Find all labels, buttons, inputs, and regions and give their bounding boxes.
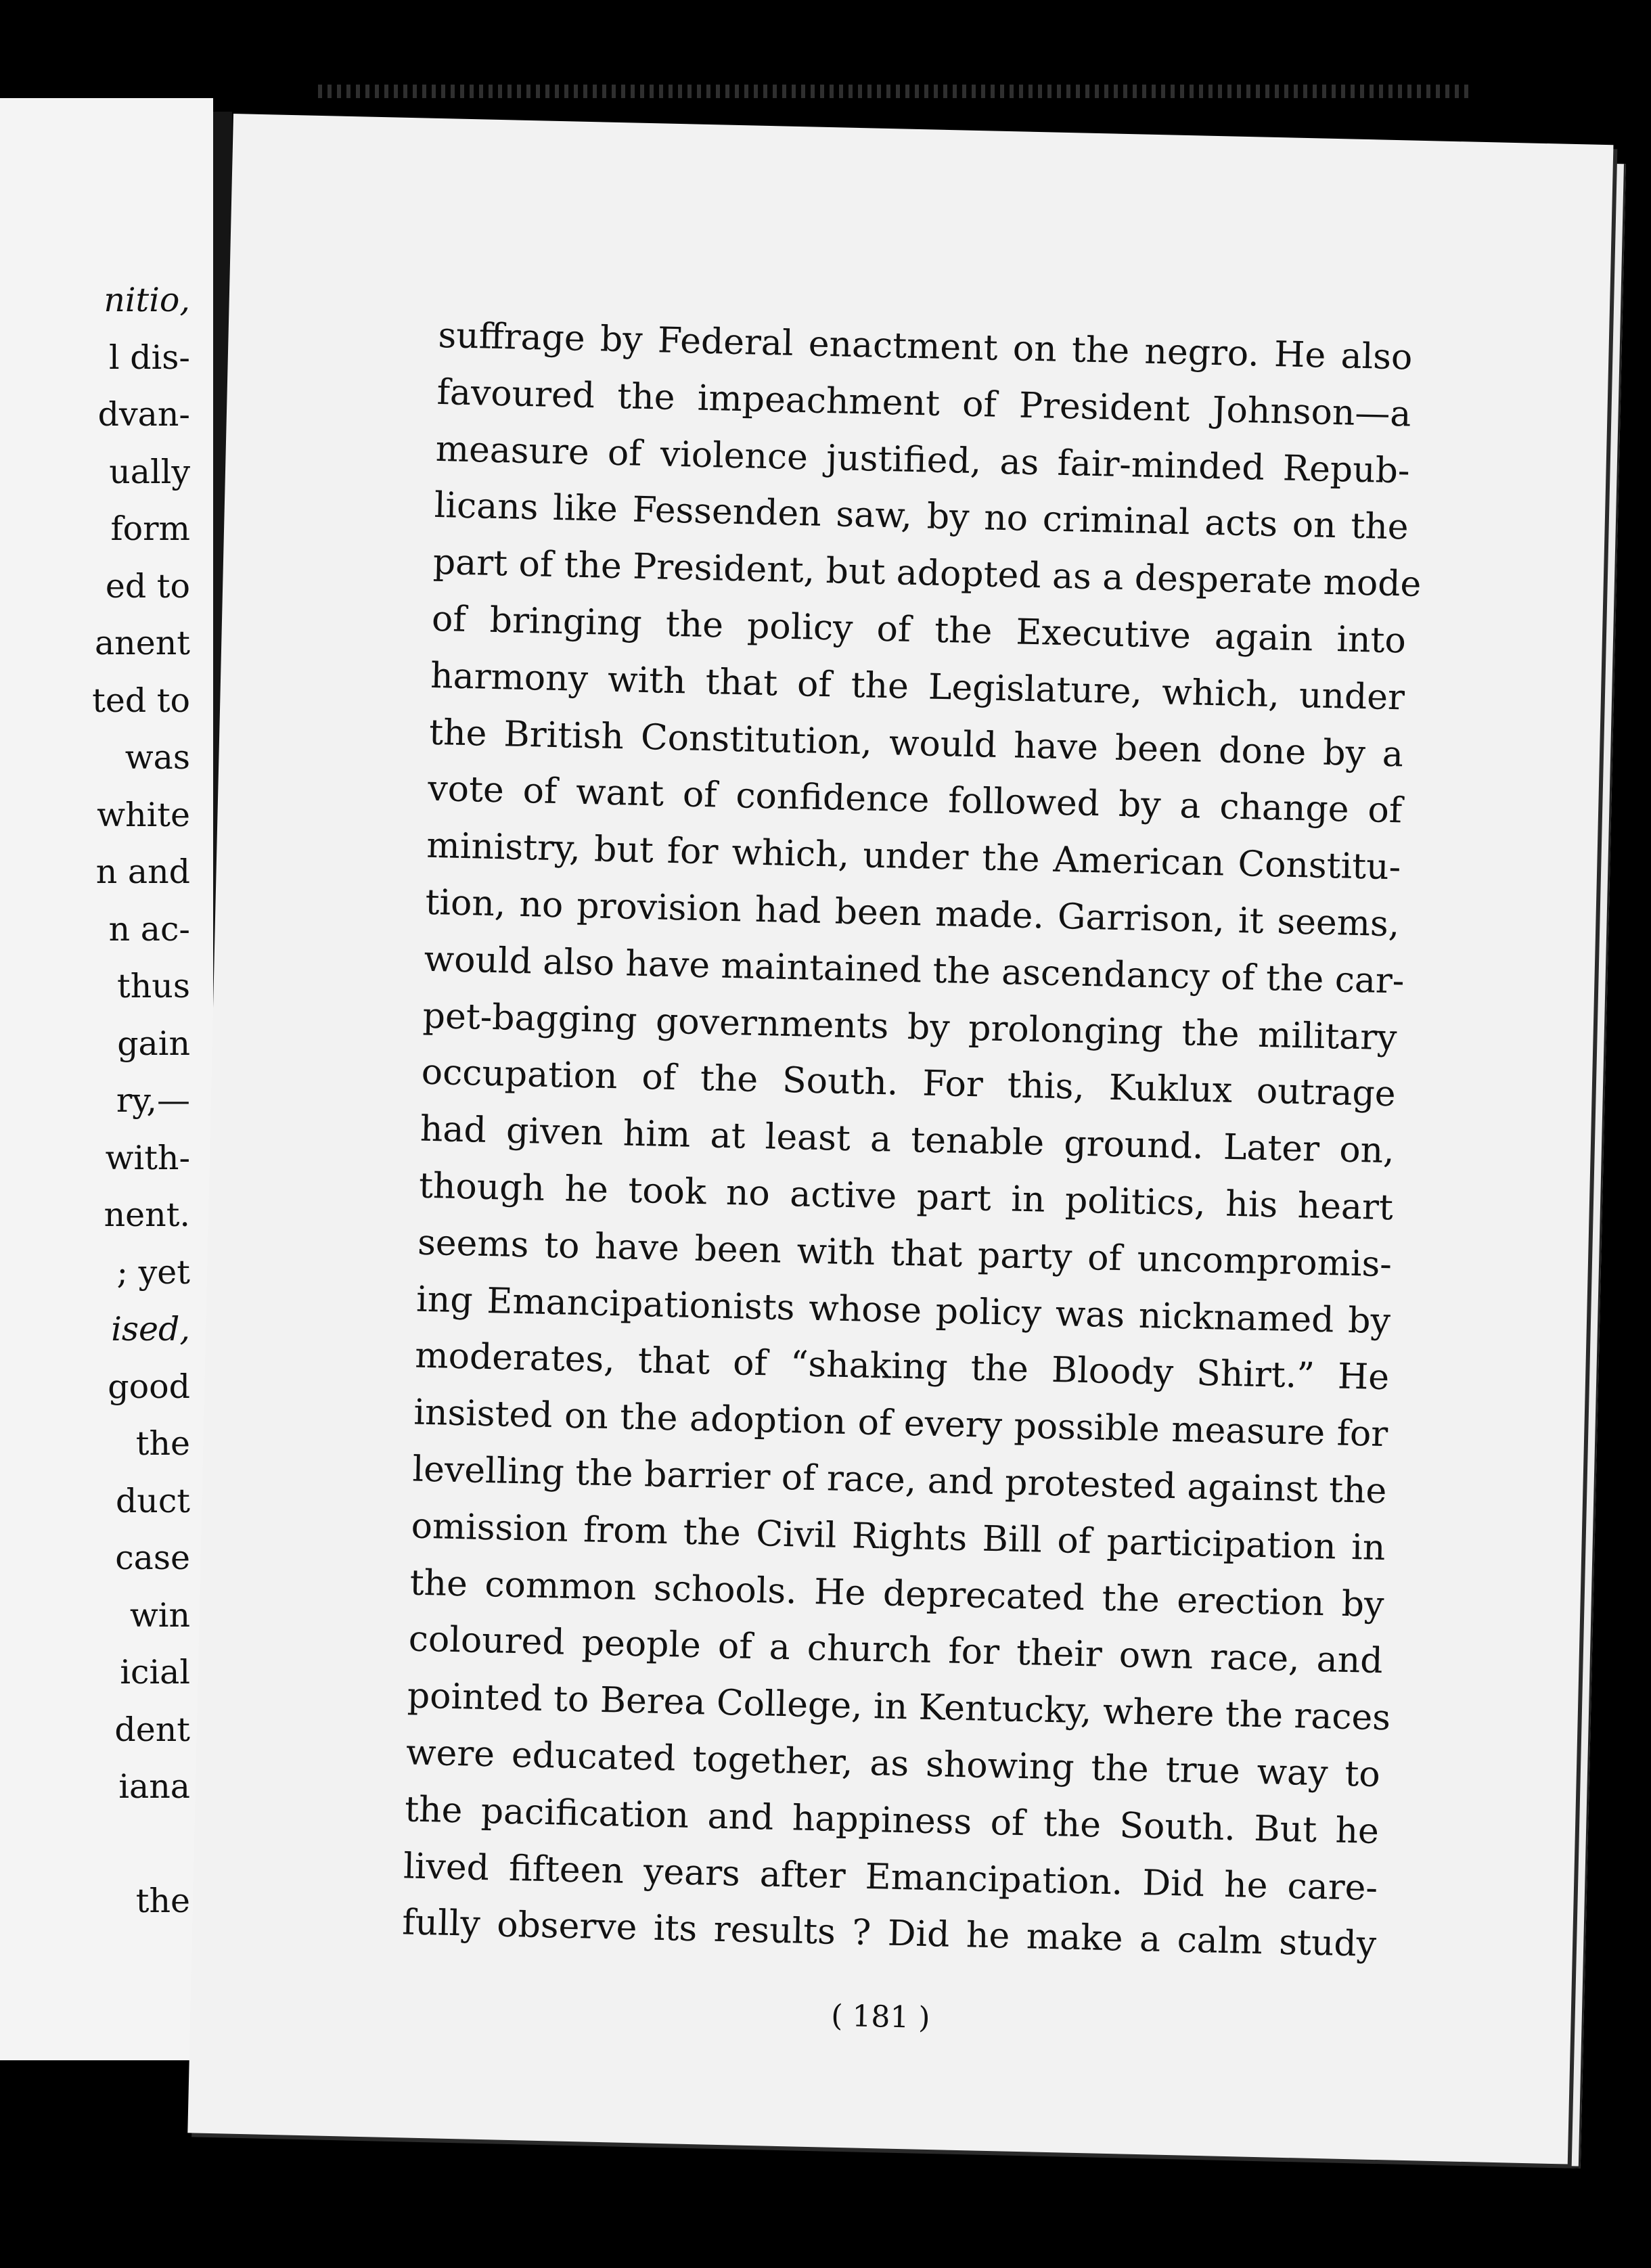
text-line: moderates, that of “shaking the Bloody Shirt.” He (414, 1335, 1390, 1399)
left-page-fragment: the (135, 1424, 190, 1463)
text-line: seems to have been with that party of uncompromis- (417, 1222, 1393, 1286)
text-line: had given him at least a tenable ground. Later on, (420, 1108, 1395, 1172)
left-page-fragment: n and (95, 853, 190, 891)
text-line: ing Emancipationists whose policy was nicknamed by (415, 1279, 1391, 1342)
left-page-fragment: dvan- (97, 395, 190, 434)
left-page-fragment: duct (115, 1481, 190, 1520)
left-page-fragment: l dis- (109, 338, 190, 377)
left-page-fragment: ry,— (116, 1081, 190, 1120)
text-line: suffrage by Federal enactment on the negro. He also (437, 315, 1413, 378)
left-page-fragment: ted to (92, 681, 190, 720)
left-page-fragment: nent. (104, 1196, 190, 1234)
text-line: favoured the impeachment of President Johnson—a (436, 371, 1412, 435)
text-line: levelling the barrier of race, and protested against the (411, 1449, 1387, 1512)
text-line: of bringing the policy of the Executive again into (431, 598, 1407, 662)
text-line: licans like Fessenden saw, by no criminal acts on the (434, 485, 1409, 548)
left-page-fragment: thus (117, 967, 190, 1005)
text-line: harmony with that of the Legislature, which, under (430, 655, 1405, 719)
text-line: ministry, but for which, under the American Constitu- (426, 825, 1401, 888)
left-page-fragment: anent (94, 624, 190, 662)
left-page-fragment: good (108, 1367, 190, 1406)
text-line: the common schools. He deprecated the erection by (409, 1562, 1385, 1625)
text-line: were educated together, as showing the true way to (405, 1732, 1381, 1795)
text-line: occupation of the South. For this, Kuklux outrage (421, 1052, 1397, 1115)
left-page-fragment: the (135, 1882, 190, 1920)
left-page-fragment: ed to (105, 566, 190, 606)
text-line: part of the President, but adopted as a desperate mode (432, 542, 1422, 606)
left-page-fragment: dent (114, 1710, 190, 1749)
left-page-fragment: ; yet (116, 1252, 190, 1292)
left-page-fragment: nitio, (104, 281, 190, 319)
page-top-edge (318, 85, 1468, 98)
left-page-fragment: case (115, 1539, 190, 1577)
text-line: though he took no active part in politics, his heart (418, 1165, 1394, 1229)
text-line: vote of want of confidence followed by a change of (427, 769, 1403, 832)
left-page-fragment: iana (118, 1767, 190, 1806)
left-page-fragment: n ac- (108, 909, 190, 949)
text-line: pet-bagging governments by prolonging the military (422, 995, 1398, 1058)
left-page-fragment: ised, (111, 1310, 190, 1348)
left-page-fragment: form (110, 509, 190, 548)
left-page (0, 98, 213, 2060)
left-page-fragment: was (125, 738, 190, 777)
text-line: would also have maintained the ascendancy of the car- (424, 938, 1405, 1002)
text-line: coloured people of a church for their own race, and (408, 1618, 1384, 1682)
text-line: the pacification and happiness of the South. But he (404, 1789, 1380, 1852)
body-text (401, 308, 1422, 1974)
text-line: lived fifteen years after Emancipation. Did he care- (403, 1845, 1378, 1909)
text-line: fully observe its results ? Did he make a calm study (401, 1902, 1377, 1966)
left-page-fragment: icial (120, 1653, 190, 1692)
left-page-fragment: white (97, 795, 190, 834)
page-number: ( 181 ) (830, 1998, 931, 2036)
left-page-fragment: with- (105, 1138, 190, 1177)
text-line: tion, no provision had been made. Garrison, it seems, (424, 882, 1400, 945)
text-line: insisted on the adoption of every possible measure for (413, 1392, 1388, 1455)
left-page-fragment: ually (109, 452, 190, 491)
text-line: the British Constitution, would have been done by a (428, 712, 1404, 775)
text-line: measure of violence justified, as fair-minded Repub- (435, 428, 1411, 492)
text-line: pointed to Berea College, in Kentucky, where the races (407, 1675, 1391, 1739)
text-line: omission from the Civil Rights Bill of participation in (411, 1505, 1386, 1568)
left-page-fragment: win (129, 1595, 190, 1635)
right-page (187, 114, 1613, 2164)
left-page-fragment: gain (117, 1024, 190, 1063)
